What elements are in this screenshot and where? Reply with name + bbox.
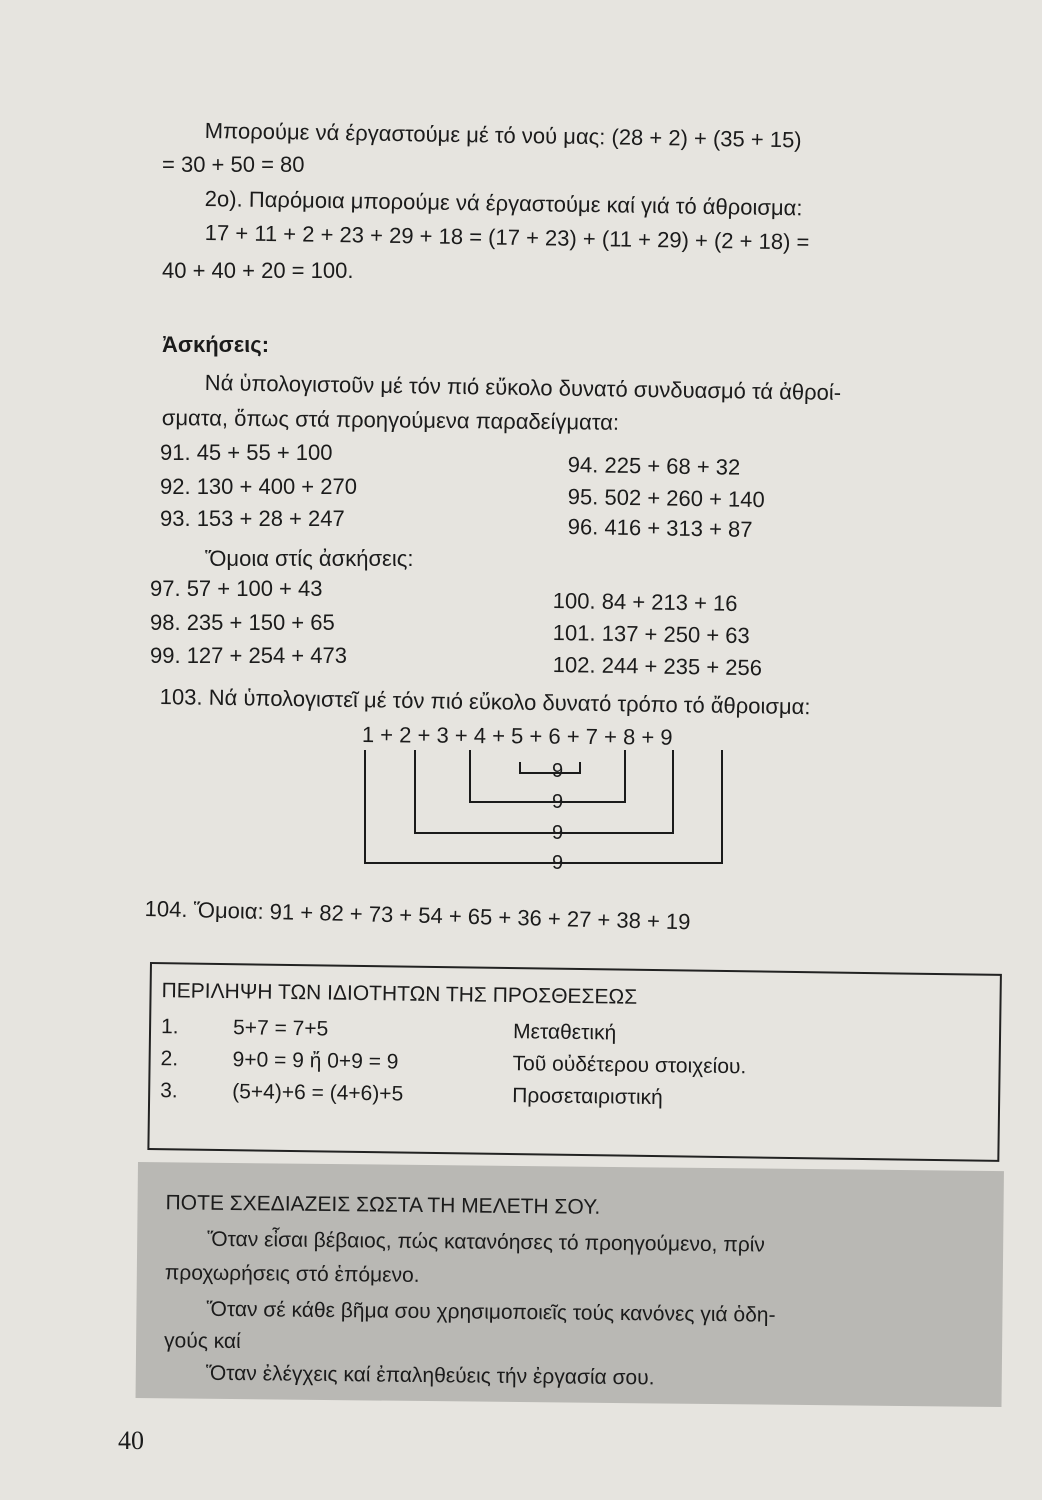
tip-line-3: Ὅταν σέ κάθε βῆμα σου χρησιμοποιεῖς τούς κανόνες γιά ὁδη-	[206, 1297, 776, 1327]
pair-result-3: 9	[552, 822, 564, 844]
exercises-instruction-2: σματα, ὅπως στά προηγούμενα παραδείγματα:	[161, 405, 620, 435]
exercise-103-sum: 1 + 2 + 3 + 4 + 5 + 6 + 7 + 8 + 9	[361, 722, 673, 750]
summary-row-3-num: 3.	[160, 1079, 178, 1103]
intro-line-5: 40 + 40 + 20 = 100.	[162, 258, 354, 283]
summary-row-1-name: Μεταθετική	[512, 1020, 617, 1045]
intro-line-1: Μπορούμε νά έργαστούμε μέ τό νού μας: (28 + 2) + (35 + 15)	[204, 118, 802, 153]
summary-row-2-name: Τοῦ οὐδέτερου στοιχείου.	[512, 1052, 747, 1079]
tip-line-1: Ὅταν εἶσαι βέβαιος, πώς κατανόησες τό προηγούμενο, πρίν	[207, 1227, 766, 1257]
pairing-bracket-diagram	[340, 745, 740, 880]
exercise-93: 93. 153 + 28 + 247	[160, 506, 345, 531]
page-number: 40	[118, 1426, 144, 1455]
exercise-99: 99. 127 + 254 + 473	[150, 643, 347, 668]
exercise-91: 91. 45 + 55 + 100	[160, 440, 333, 465]
intro-line-2: = 30 + 50 = 80	[162, 152, 305, 177]
properties-summary-box	[147, 962, 1002, 1162]
summary-row-2-num: 2.	[160, 1047, 179, 1071]
similar-exercises-label: Ὅμοια στίς ἀσκήσεις:	[205, 546, 414, 571]
bracket-pair-1-8	[365, 750, 722, 863]
exercises-heading: Ἀσκήσεις:	[162, 332, 270, 357]
intro-line-4: 17 + 11 + 2 + 23 + 29 + 18 = (17 + 23) + (11 + 29) + (2 + 18) =	[204, 220, 810, 255]
tip-line-4: γούς καί	[164, 1329, 241, 1354]
bracket-pair-4-5	[520, 762, 580, 773]
bracket-pair-3-6	[470, 750, 625, 802]
tip-line-5: Ὅταν ἐλέγχεις καί ἐπαληθεύεις τήν ἐργασία σου.	[205, 1361, 655, 1390]
intro-line-3: 2ο). Παρόμοια μπορούμε νά έργαστούμε καί γιά τό άθροισμα:	[204, 186, 803, 221]
tip-title: ΠΟΤΕ ΣΧΕΔΙΑΖΕΙΣ ΣΩΣΤΑ ΤΗ ΜΕΛΕΤΗ ΣΟΥ.	[165, 1191, 601, 1219]
exercise-94: 94. 225 + 68 + 32	[567, 452, 741, 480]
exercises-instruction-1: Νά ὑπολογιστοῦν μέ τόν πιό εὔκολο δυνατό συνδυασμό τά ἀθροί-	[204, 370, 842, 405]
exercise-103: 103. Νά ὑπολογιστεῖ μέ τόν πιό εὔκολο δυνατό τρόπο τό ἄθροισμα:	[159, 684, 811, 720]
summary-row-1-formula: 5+7 = 7+5	[232, 1016, 329, 1041]
exercise-96: 96. 416 + 313 + 87	[567, 514, 753, 542]
exercise-92: 92. 130 + 400 + 270	[160, 474, 357, 499]
exercise-95: 95. 502 + 260 + 140	[567, 484, 765, 513]
tip-line-2: προχωρήσεις στό ἑπόμενο.	[164, 1261, 420, 1287]
exercise-100: 100. 84 + 213 + 16	[552, 588, 738, 616]
exercise-98: 98. 235 + 150 + 65	[150, 610, 335, 635]
exercise-97: 97. 57 + 100 + 43	[150, 576, 323, 601]
pair-result-4: 9	[552, 852, 564, 874]
exercise-101: 101. 137 + 250 + 63	[552, 620, 750, 649]
exercise-104: 104. Ὅμοια: 91 + 82 + 73 + 54 + 65 + 36 + 27 + 38 + 19	[144, 896, 691, 935]
pair-result-2: 9	[552, 791, 564, 813]
summary-row-3-formula: (5+4)+6 = (4+6)+5	[232, 1080, 404, 1106]
summary-row-3-name: Προσεταιριστική	[512, 1084, 663, 1110]
summary-title: ΠΕΡΙΛΗΨΗ ΤΩΝ ΙΔΙΟΤΗΤΩΝ ΤΗΣ ΠΡΟΣΘΕΣΕΩΣ	[161, 979, 638, 1009]
pair-result-1: 9	[552, 760, 564, 782]
summary-row-2-formula: 9+0 = 9 ἤ 0+9 = 9	[232, 1048, 399, 1074]
bracket-pair-2-7	[415, 750, 673, 833]
exercise-102: 102. 244 + 235 + 256	[552, 652, 763, 681]
summary-row-1-num: 1.	[160, 1015, 179, 1039]
study-tip-box	[136, 1162, 1004, 1407]
